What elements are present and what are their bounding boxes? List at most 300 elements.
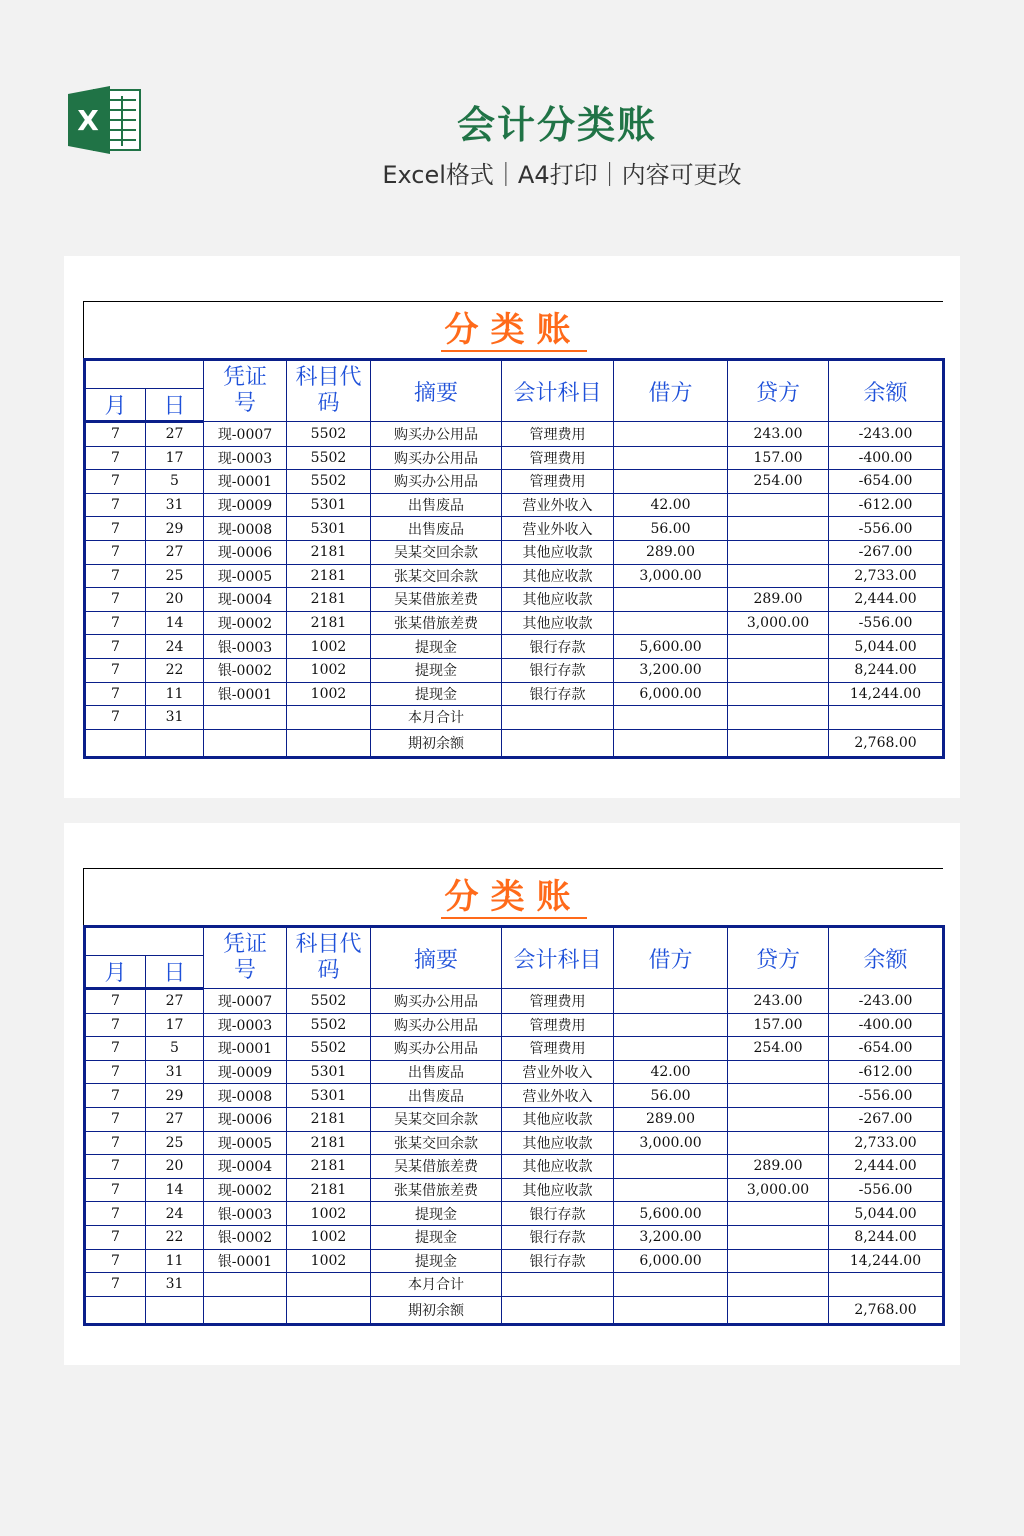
- cell-voucher: 银-0003: [204, 635, 287, 659]
- cell-credit: 254.00: [728, 470, 829, 494]
- cell-account-code: [287, 706, 371, 730]
- table-row: [85, 706, 944, 730]
- cell-account: 银行存款: [502, 658, 614, 682]
- cell-day: 14: [146, 611, 204, 635]
- cell-debit: [614, 706, 728, 730]
- cell-account: [502, 706, 614, 730]
- cell-voucher: 现-0001: [204, 1037, 287, 1061]
- cell-credit: [728, 493, 829, 517]
- cell-month: 7: [85, 470, 146, 494]
- cell-day: 27: [146, 422, 204, 447]
- cell-balance: -400.00: [829, 446, 944, 470]
- cell-day: 17: [146, 446, 204, 470]
- cell-day: 11: [146, 1249, 204, 1273]
- col-balance: 余额: [829, 927, 944, 989]
- cell-credit: [728, 1249, 829, 1273]
- cell-summary: 提现金: [371, 658, 502, 682]
- cell-balance: -654.00: [829, 470, 944, 494]
- cell-account: 银行存款: [502, 682, 614, 706]
- cell-day: 31: [146, 1273, 204, 1297]
- empty-cell: [204, 729, 287, 757]
- cell-credit: 243.00: [728, 422, 829, 447]
- cell-month: 7: [85, 1155, 146, 1179]
- table-row: [85, 611, 944, 635]
- cell-balance: 2,733.00: [829, 1131, 944, 1155]
- cell-account-code: 5502: [287, 446, 371, 470]
- cell-day: 25: [146, 1131, 204, 1155]
- empty-cell: [204, 1296, 287, 1324]
- cell-month: 7: [85, 989, 146, 1014]
- cell-month: 7: [85, 1060, 146, 1084]
- excel-logo-letter: X: [77, 104, 99, 137]
- cell-voucher: 现-0004: [204, 588, 287, 612]
- col-account-code: 科目代 码: [287, 927, 371, 989]
- cell-debit: 3,000.00: [614, 1131, 728, 1155]
- opening-balance-value: 2,768.00: [829, 1296, 944, 1324]
- cell-debit: [614, 611, 728, 635]
- ledger-table: [83, 358, 945, 759]
- empty-cell: [614, 1296, 728, 1324]
- cell-credit: [728, 564, 829, 588]
- cell-debit: 3,200.00: [614, 1225, 728, 1249]
- cell-day: 11: [146, 682, 204, 706]
- cell-credit: 289.00: [728, 588, 829, 612]
- cell-voucher: 银-0001: [204, 1249, 287, 1273]
- cell-month: 7: [85, 422, 146, 447]
- col-month: 月: [85, 389, 146, 422]
- cell-voucher: 现-0003: [204, 446, 287, 470]
- cell-account: 银行存款: [502, 1225, 614, 1249]
- cell-account: 银行存款: [502, 1202, 614, 1226]
- table-row: [85, 1013, 944, 1037]
- cell-month: 7: [85, 635, 146, 659]
- cell-summary: 提现金: [371, 1202, 502, 1226]
- cell-account: 银行存款: [502, 1249, 614, 1273]
- table-row: [85, 564, 944, 588]
- cell-account: 其他应收款: [502, 1155, 614, 1179]
- cell-summary: 张某借旅差费: [371, 611, 502, 635]
- table-row: [85, 1202, 944, 1226]
- cell-balance: [829, 1273, 944, 1297]
- cell-day: 22: [146, 1225, 204, 1249]
- cell-account-code: 5301: [287, 493, 371, 517]
- cell-day: 5: [146, 1037, 204, 1061]
- table-row: [85, 588, 944, 612]
- ledger-table: [83, 925, 945, 1326]
- cell-account-code: 5301: [287, 517, 371, 541]
- table-row: [85, 446, 944, 470]
- cell-credit: [728, 706, 829, 730]
- cell-credit: 157.00: [728, 1013, 829, 1037]
- cell-month: 7: [85, 706, 146, 730]
- col-day: 日: [146, 389, 204, 422]
- cell-account-code: 1002: [287, 1249, 371, 1273]
- empty-cell: [85, 729, 146, 757]
- date-header: [85, 360, 204, 389]
- cell-credit: [728, 682, 829, 706]
- table-row: [85, 1037, 944, 1061]
- cell-month: 7: [85, 611, 146, 635]
- cell-day: 27: [146, 540, 204, 564]
- cell-month: 7: [85, 1037, 146, 1061]
- cell-credit: [728, 1107, 829, 1131]
- table-row: [85, 422, 944, 447]
- cell-account: [502, 1273, 614, 1297]
- cell-credit: 3,000.00: [728, 611, 829, 635]
- empty-cell: [614, 729, 728, 757]
- cell-summary: 购买办公用品: [371, 446, 502, 470]
- cell-summary: 购买办公用品: [371, 1013, 502, 1037]
- cell-summary: 出售废品: [371, 1060, 502, 1084]
- table-row: [85, 658, 944, 682]
- cell-summary: 吴某借旅差费: [371, 1155, 502, 1179]
- table-row: [85, 493, 944, 517]
- date-header: [85, 927, 204, 956]
- cell-account-code: 2181: [287, 540, 371, 564]
- cell-summary: 吴某交回余款: [371, 1107, 502, 1131]
- cell-account: 其他应收款: [502, 588, 614, 612]
- cell-day: 20: [146, 588, 204, 612]
- cell-account-code: 5502: [287, 422, 371, 447]
- cell-account: 银行存款: [502, 635, 614, 659]
- cell-balance: -400.00: [829, 1013, 944, 1037]
- cell-summary: 购买办公用品: [371, 1037, 502, 1061]
- cell-account-code: 2181: [287, 1131, 371, 1155]
- col-credit: 贷方: [728, 927, 829, 989]
- cell-month: 7: [85, 682, 146, 706]
- cell-debit: 56.00: [614, 517, 728, 541]
- cell-debit: [614, 1178, 728, 1202]
- cell-balance: 5,044.00: [829, 1202, 944, 1226]
- cell-day: 5: [146, 470, 204, 494]
- col-month: 月: [85, 956, 146, 989]
- ledger-card-1: [64, 256, 960, 798]
- cell-month: 7: [85, 1013, 146, 1037]
- cell-balance: 2,733.00: [829, 564, 944, 588]
- cell-voucher: 现-0006: [204, 540, 287, 564]
- cell-debit: [614, 422, 728, 447]
- cell-credit: [728, 658, 829, 682]
- table-row: [85, 1225, 944, 1249]
- cell-account-code: 5502: [287, 1037, 371, 1061]
- cell-debit: 3,000.00: [614, 564, 728, 588]
- cell-balance: -612.00: [829, 1060, 944, 1084]
- col-voucher: 凭证 号: [204, 927, 287, 989]
- table-row: [85, 1178, 944, 1202]
- cell-voucher: 现-0008: [204, 1084, 287, 1108]
- cell-summary: 张某借旅差费: [371, 1178, 502, 1202]
- cell-day: 27: [146, 1107, 204, 1131]
- cell-voucher: [204, 706, 287, 730]
- table-row: [85, 989, 944, 1014]
- cell-account-code: 2181: [287, 564, 371, 588]
- empty-cell: [728, 729, 829, 757]
- col-summary: 摘要: [371, 360, 502, 422]
- cell-voucher: 银-0001: [204, 682, 287, 706]
- cell-debit: [614, 588, 728, 612]
- cell-credit: [728, 1060, 829, 1084]
- cell-debit: 6,000.00: [614, 1249, 728, 1273]
- cell-day: 17: [146, 1013, 204, 1037]
- cell-summary: 购买办公用品: [371, 989, 502, 1014]
- cell-debit: 56.00: [614, 1084, 728, 1108]
- table-row: [85, 517, 944, 541]
- cell-balance: -556.00: [829, 611, 944, 635]
- cell-month: 7: [85, 493, 146, 517]
- empty-cell: [287, 729, 371, 757]
- table-row: [85, 635, 944, 659]
- col-voucher: 凭证 号: [204, 360, 287, 422]
- cell-voucher: 现-0009: [204, 493, 287, 517]
- cell-debit: 5,600.00: [614, 1202, 728, 1226]
- cell-account-code: 2181: [287, 611, 371, 635]
- cell-summary: 出售废品: [371, 1084, 502, 1108]
- cell-account-code: 1002: [287, 1225, 371, 1249]
- cell-balance: [829, 706, 944, 730]
- cell-credit: [728, 1131, 829, 1155]
- cell-day: 29: [146, 1084, 204, 1108]
- col-account: 会计科目: [502, 360, 614, 422]
- cell-voucher: 现-0007: [204, 422, 287, 447]
- cell-balance: 8,244.00: [829, 658, 944, 682]
- table-row: [85, 1084, 944, 1108]
- cell-day: 27: [146, 989, 204, 1014]
- cell-balance: 5,044.00: [829, 635, 944, 659]
- cell-balance: -556.00: [829, 1178, 944, 1202]
- page-subtitle: Excel格式｜A4打印｜内容可更改: [382, 161, 742, 189]
- col-day: 日: [146, 956, 204, 989]
- cell-account-code: 1002: [287, 635, 371, 659]
- cell-account: 营业外收入: [502, 493, 614, 517]
- cell-month: 7: [85, 1249, 146, 1273]
- cell-account: 管理费用: [502, 446, 614, 470]
- cell-balance: -243.00: [829, 422, 944, 447]
- cell-account: 管理费用: [502, 470, 614, 494]
- cell-balance: -556.00: [829, 517, 944, 541]
- cell-month: 7: [85, 517, 146, 541]
- cell-debit: 289.00: [614, 540, 728, 564]
- cell-debit: 3,200.00: [614, 658, 728, 682]
- cell-credit: [728, 1202, 829, 1226]
- cell-debit: 42.00: [614, 1060, 728, 1084]
- cell-month: 7: [85, 1273, 146, 1297]
- cell-debit: [614, 446, 728, 470]
- cell-credit: [728, 1273, 829, 1297]
- cell-balance: 2,444.00: [829, 588, 944, 612]
- cell-balance: -612.00: [829, 493, 944, 517]
- cell-summary: 吴某交回余款: [371, 540, 502, 564]
- cell-summary: 提现金: [371, 682, 502, 706]
- cell-day: 25: [146, 564, 204, 588]
- empty-cell: [502, 729, 614, 757]
- table-row: [85, 1107, 944, 1131]
- cell-voucher: 现-0005: [204, 1131, 287, 1155]
- col-account-code: 科目代 码: [287, 360, 371, 422]
- table-row: [85, 540, 944, 564]
- cell-month: 7: [85, 1131, 146, 1155]
- cell-month: 7: [85, 540, 146, 564]
- cell-credit: [728, 517, 829, 541]
- cell-account: 管理费用: [502, 989, 614, 1014]
- table-row: [85, 1060, 944, 1084]
- cell-debit: [614, 1013, 728, 1037]
- cell-day: 31: [146, 1060, 204, 1084]
- cell-day: 31: [146, 493, 204, 517]
- cell-voucher: 现-0007: [204, 989, 287, 1014]
- cell-account-code: 1002: [287, 682, 371, 706]
- cell-account: 管理费用: [502, 422, 614, 447]
- cell-account: 其他应收款: [502, 540, 614, 564]
- cell-balance: -243.00: [829, 989, 944, 1014]
- cell-day: 31: [146, 706, 204, 730]
- cell-summary: 购买办公用品: [371, 422, 502, 447]
- cell-month: 7: [85, 564, 146, 588]
- cell-day: 22: [146, 658, 204, 682]
- cell-month: 7: [85, 1225, 146, 1249]
- cell-summary: 张某交回余款: [371, 1131, 502, 1155]
- cell-balance: 2,444.00: [829, 1155, 944, 1179]
- cell-summary: 提现金: [371, 635, 502, 659]
- page-header: [0, 0, 1024, 240]
- cell-voucher: 现-0002: [204, 611, 287, 635]
- col-debit: 借方: [614, 360, 728, 422]
- cell-account: 管理费用: [502, 1037, 614, 1061]
- cell-debit: [614, 470, 728, 494]
- empty-cell: [728, 1296, 829, 1324]
- empty-cell: [146, 1296, 204, 1324]
- cell-credit: 157.00: [728, 446, 829, 470]
- cell-day: 24: [146, 635, 204, 659]
- cell-voucher: 现-0001: [204, 470, 287, 494]
- cell-account: 营业外收入: [502, 517, 614, 541]
- cell-summary: 本月合计: [371, 706, 502, 730]
- empty-cell: [502, 1296, 614, 1324]
- cell-account: 管理费用: [502, 1013, 614, 1037]
- opening-balance-value: 2,768.00: [829, 729, 944, 757]
- cell-balance: 8,244.00: [829, 1225, 944, 1249]
- cell-debit: 289.00: [614, 1107, 728, 1131]
- cell-voucher: 现-0003: [204, 1013, 287, 1037]
- cell-account-code: 1002: [287, 1202, 371, 1226]
- cell-summary: 出售废品: [371, 493, 502, 517]
- table-row: [85, 1155, 944, 1179]
- cell-month: 7: [85, 1084, 146, 1108]
- cell-account-code: [287, 1273, 371, 1297]
- empty-cell: [146, 729, 204, 757]
- cell-credit: 289.00: [728, 1155, 829, 1179]
- cell-debit: 42.00: [614, 493, 728, 517]
- cell-summary: 提现金: [371, 1225, 502, 1249]
- cell-voucher: 现-0002: [204, 1178, 287, 1202]
- page-title: 会计分类账: [456, 103, 657, 147]
- col-account: 会计科目: [502, 927, 614, 989]
- cell-month: 7: [85, 1107, 146, 1131]
- cell-account-code: 2181: [287, 1178, 371, 1202]
- table-row: [85, 682, 944, 706]
- cell-account: 营业外收入: [502, 1084, 614, 1108]
- cell-account-code: 5502: [287, 989, 371, 1014]
- cell-month: 7: [85, 446, 146, 470]
- cell-voucher: 银-0002: [204, 658, 287, 682]
- empty-cell: [287, 1296, 371, 1324]
- cell-account: 其他应收款: [502, 611, 614, 635]
- cell-debit: 6,000.00: [614, 682, 728, 706]
- cell-day: 20: [146, 1155, 204, 1179]
- cell-summary: 购买办公用品: [371, 470, 502, 494]
- table-row: [85, 1131, 944, 1155]
- cell-account-code: 5502: [287, 1013, 371, 1037]
- opening-balance-row: [85, 729, 944, 757]
- cell-balance: 14,244.00: [829, 1249, 944, 1273]
- cell-summary: 吴某借旅差费: [371, 588, 502, 612]
- table-row: [85, 1273, 944, 1297]
- cell-account-code: 2181: [287, 1155, 371, 1179]
- cell-summary: 出售废品: [371, 517, 502, 541]
- cell-account: 其他应收款: [502, 1131, 614, 1155]
- cell-account: 其他应收款: [502, 1107, 614, 1131]
- cell-month: 7: [85, 658, 146, 682]
- cell-debit: [614, 1037, 728, 1061]
- cell-credit: [728, 635, 829, 659]
- sheet-title: 分类账: [84, 302, 943, 358]
- table-row: [85, 470, 944, 494]
- cell-voucher: 现-0009: [204, 1060, 287, 1084]
- cell-account-code: 5301: [287, 1084, 371, 1108]
- cell-day: 29: [146, 517, 204, 541]
- cell-account-code: 2181: [287, 1107, 371, 1131]
- cell-summary: 提现金: [371, 1249, 502, 1273]
- cell-credit: [728, 540, 829, 564]
- cell-balance: -556.00: [829, 1084, 944, 1108]
- cell-month: 7: [85, 588, 146, 612]
- col-summary: 摘要: [371, 927, 502, 989]
- cell-debit: [614, 1273, 728, 1297]
- cell-balance: -654.00: [829, 1037, 944, 1061]
- ledger-sheet: [83, 868, 943, 1326]
- cell-credit: 254.00: [728, 1037, 829, 1061]
- cell-account: 其他应收款: [502, 1178, 614, 1202]
- cell-voucher: 现-0008: [204, 517, 287, 541]
- cell-account-code: 1002: [287, 658, 371, 682]
- ledger-card-2: [64, 823, 960, 1365]
- table-row: [85, 1249, 944, 1273]
- cell-balance: -267.00: [829, 1107, 944, 1131]
- cell-summary: 张某交回余款: [371, 564, 502, 588]
- cell-credit: 3,000.00: [728, 1178, 829, 1202]
- opening-balance-label: 期初余额: [371, 1296, 502, 1324]
- cell-voucher: 现-0005: [204, 564, 287, 588]
- cell-account-code: 5502: [287, 470, 371, 494]
- col-balance: 余额: [829, 360, 944, 422]
- cell-debit: [614, 989, 728, 1014]
- cell-balance: 14,244.00: [829, 682, 944, 706]
- cell-month: 7: [85, 1202, 146, 1226]
- opening-balance-label: 期初余额: [371, 729, 502, 757]
- cell-voucher: 银-0002: [204, 1225, 287, 1249]
- cell-credit: 243.00: [728, 989, 829, 1014]
- cell-account: 营业外收入: [502, 1060, 614, 1084]
- cell-month: 7: [85, 1178, 146, 1202]
- cell-voucher: [204, 1273, 287, 1297]
- empty-cell: [85, 1296, 146, 1324]
- cell-account-code: 2181: [287, 588, 371, 612]
- cell-debit: [614, 1155, 728, 1179]
- cell-day: 14: [146, 1178, 204, 1202]
- cell-voucher: 现-0006: [204, 1107, 287, 1131]
- col-credit: 贷方: [728, 360, 829, 422]
- cell-account: 其他应收款: [502, 564, 614, 588]
- cell-summary: 本月合计: [371, 1273, 502, 1297]
